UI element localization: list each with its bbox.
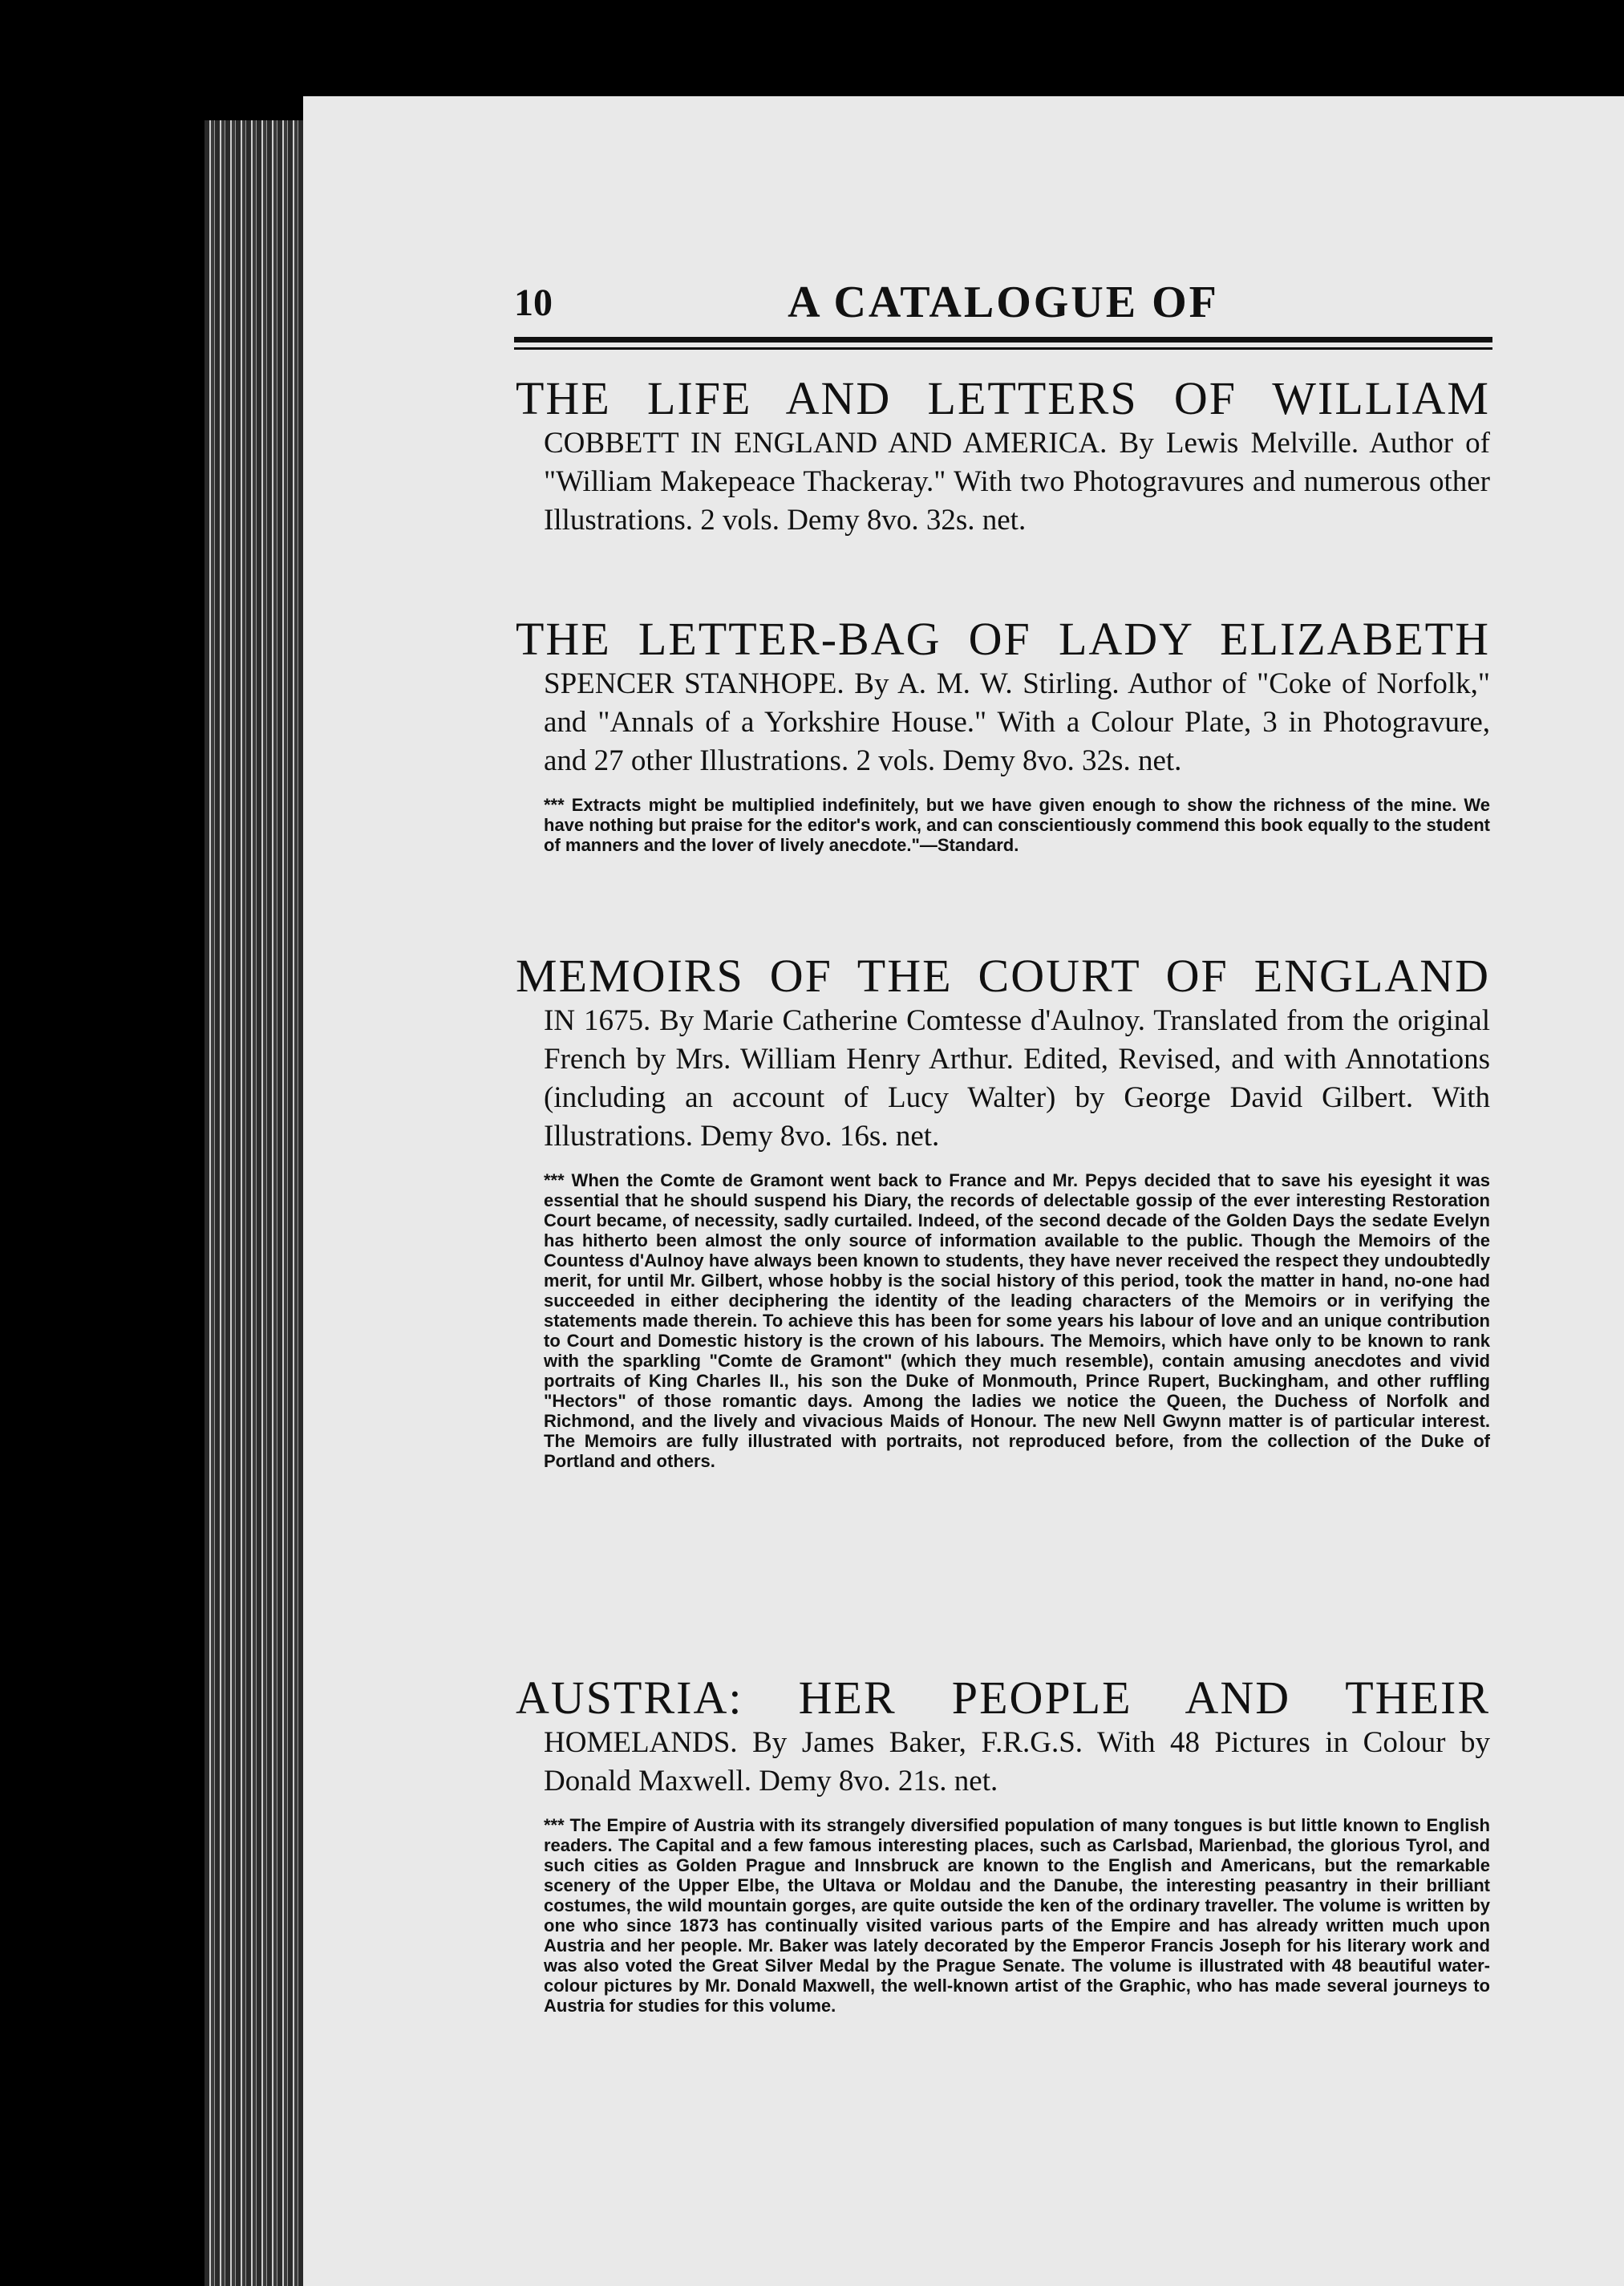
- catalogue-entry: [516, 1672, 1490, 2016]
- entry-description: HOMELANDS. By James Baker, F.R.G.S. With 48 Pictures in Colour by Donald Maxwell. Demy 8vo. 21s. net.: [544, 1726, 1490, 1798]
- catalogue-entry: [516, 373, 1490, 540]
- entry-review-note: *** The Empire of Austria with its strangely diversified population of many tongues is but little known to English readers. The Capital and a few famous interesting places, such as Carlsbad, Marienbad, the glorious Tyrol, and such cities as Golden Prague and Innsbruck are known to the English and Americans, but the remarkable scenery of the Upper Elbe, the Ultava or Moldau and the Danube, the interesting peasantry in their brilliant costumes, the wild mountain gorges, are quite outside the ken of the ordinary traveller. The volume is written by one who since 1873 has continually visited various parts of the Empire and has already written much upon Austria and her people. Mr. Baker was lately decorated by the Emperor Francis Joseph for his literary work and was also voted the Great Silver Medal by the Prague Senate. The volume is illustrated with 48 beautiful water-colour pictures by Mr. Donald Maxwell, the well-known artist of the Graphic, who has made several journeys to Austria for studies for this volume.: [544, 1815, 1490, 2016]
- catalogue-page: [303, 96, 1624, 2286]
- entry-title: AUSTRIA: HER PEOPLE AND THEIR: [516, 1672, 1490, 1724]
- entry-description: SPENCER STANHOPE. By A. M. W. Stirling. Author of "Coke of Norfolk," and "Annals of a Yorkshire House." With a Colour Plate, 3 in Photogravure, and 27 other Illustrations. 2 vols. Demy 8vo. 32s. net.: [544, 667, 1490, 777]
- entry-title: THE LIFE AND LETTERS OF WILLIAM: [516, 372, 1490, 424]
- catalogue-entry: [516, 614, 1490, 855]
- header-rule-thick: [514, 337, 1492, 342]
- running-head: A CATALOGUE OF: [788, 278, 1219, 327]
- header-rule-thin: [514, 347, 1492, 350]
- entry-title: MEMOIRS OF THE COURT OF ENGLAND: [516, 950, 1490, 1002]
- page-number: 10: [514, 282, 553, 324]
- entry-review-note: *** When the Comte de Gramont went back to France and Mr. Pepys decided that to save his eyesight it was essential that he should suspend his Diary, the records of delectable gossip of the ever interesting Restoration Court became, of necessity, sadly curtailed. Indeed, of the second decade of the Golden Days the sedate Evelyn has hitherto been almost the only source of information available to the public. Though the Memoirs of the Countess d'Aulnoy have always been known to students, they have never received the respect they undoubtedly merit, for until Mr. Gilbert, whose hobby is the social history of this period, took the matter in hand, no-one had succeeded in either deciphering the identity of the leading characters of the Memoirs or in verifying the statements made therein. To achieve this has been for some years his labour of love and an unique contribution to Court and Domestic history is the crown of his labours. The Memoirs, which have only to be known to rank with the sparkling "Comte de Gramont" (which they much resemble), contain amusing anecdotes and vivid portraits of King Charles II., his son the Duke of Monmouth, Prince Rupert, Buckingham, and other ruffling "Hectors" of those romantic days. Among the ladies we notice the Queen, the Duchess of Norfolk and Richmond, and the lively and vivacious Maids of Honour. The new Nell Gwynn matter is of particular interest. The Memoirs are fully illustrated with portraits, not reproduced before, from the collection of the Duke of Portland and others.: [544, 1170, 1490, 1471]
- catalogue-entry: [516, 950, 1490, 1471]
- page-header: [514, 277, 1492, 333]
- entry-description: IN 1675. By Marie Catherine Comtesse d'Aulnoy. Translated from the original French by Mrs. William Henry Arthur. Edited, Revised, and with Annotations (including an account of Lucy Walter) by George David Gilbert. With Illustrations. Demy 8vo. 16s. net.: [544, 1004, 1490, 1153]
- entry-title: THE LETTER-BAG OF LADY ELIZABETH: [516, 613, 1490, 665]
- book-page-edges: [205, 120, 317, 2286]
- entry-review-note: *** Extracts might be multiplied indefinitely, but we have given enough to show the richness of the mine. We have nothing but praise for the editor's work, and can conscientiously commend this book equally to the student of manners and the lover of lively anecdote."—Standard.: [544, 795, 1490, 855]
- entry-description: COBBETT IN ENGLAND AND AMERICA. By Lewis Melville. Author of "William Makepeace Thackeray." With two Photogravures and numerous other Illustrations. 2 vols. Demy 8vo. 32s. net.: [544, 427, 1490, 537]
